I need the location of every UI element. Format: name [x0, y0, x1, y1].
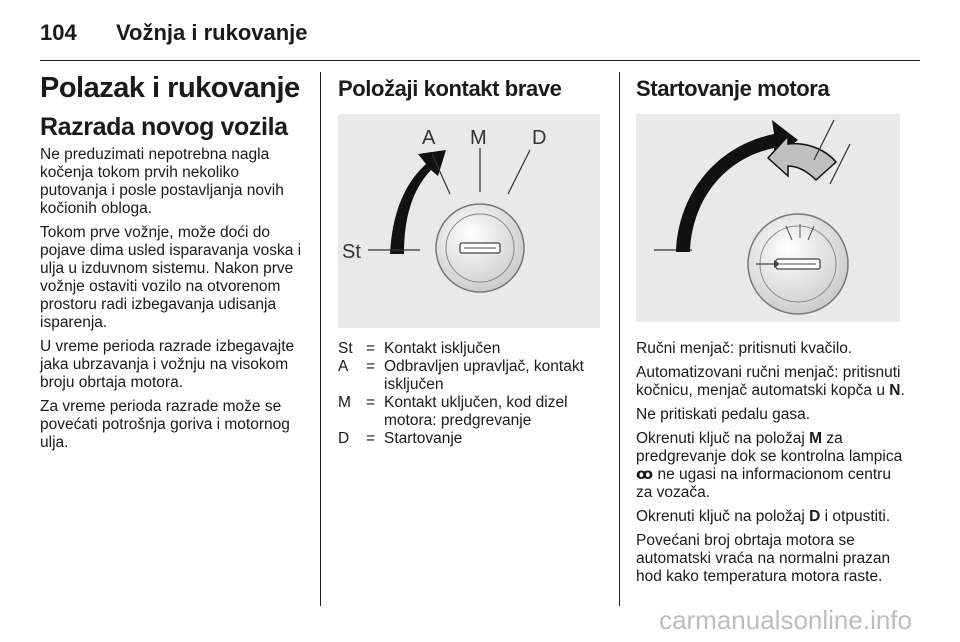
paragraph: Ne preduzimati nepotrebna nagla kočenja tokom prvih nekoliko putovanja i posle postavljanja novih kočionih obloga. [40, 146, 284, 217]
legend-row: M = Kontakt uključen, kod dizel motora: predgrevanje [338, 394, 568, 429]
subsection-title: Razrada novog vozila [40, 113, 288, 141]
chapter-title: Vožnja i rukovanje [116, 20, 308, 45]
paragraph: Automatizovani ručni menjač: pritisnuti kočnicu, menjač automatski kopča u N. [636, 364, 905, 399]
page-number: 104 [40, 20, 77, 45]
paragraph: Za vreme perioda razrade može se povećati potrošnja goriva i motornog ulja. [40, 398, 290, 451]
paragraph: Okrenuti ključ na položaj D i otpustiti. [636, 508, 891, 525]
paragraph: Ne pritiskati pedalu gasa. [636, 406, 811, 423]
glow-plug-icon: ꝏ [636, 466, 654, 483]
paragraph: Povećani broj obrtaja motora se automatski vraća na normalni prazan hod kako temperatura motora raste. [636, 532, 891, 585]
legend-row: A = Odbravljen upravljač, kontakt isključen [338, 358, 584, 393]
legend-row: St = Kontakt isključen [338, 340, 501, 357]
paragraph: Okrenuti ključ na položaj M za predgrevanje dok se kontrolna lampica ꝏ ne ugasi na informacionom centru za vozača. [636, 430, 903, 501]
column-divider-2 [619, 72, 620, 606]
paragraph: U vreme perioda razrade izbegavajte jaka ubrzavanja i vožnju na visokom broju obrtaja motora. [40, 338, 295, 391]
paragraph: Ručni menjač: pritisnuti kvačilo. [636, 340, 853, 357]
label-st: St [342, 241, 361, 263]
ignition-diagram [338, 114, 600, 328]
column-ignition-positions [338, 72, 600, 448]
page-header [40, 20, 308, 52]
legend-row: D = Startovanje [338, 430, 463, 447]
section-title: Položaji kontakt brave [338, 76, 562, 101]
section-title: Polazak i rukovanje [40, 72, 300, 104]
label-d: D [532, 127, 547, 149]
column-starting-engine [636, 72, 908, 592]
column-break-in [40, 72, 306, 458]
d-line [508, 150, 530, 194]
watermark: carmanualsonline.info [659, 605, 912, 635]
starting-diagram [636, 114, 900, 322]
legend [338, 340, 600, 448]
header-rule [40, 60, 920, 61]
paragraph: Tokom prve vožnje, može doći do pojave dima usled isparavanja voska i ulja u izduvnom sistemu. Nakon prve vožnje ostaviti vozilo na otvorenom prostoru radi izbegavanja udisanja isparenja. [40, 224, 302, 331]
column-divider-1 [320, 72, 321, 606]
label-m: M [470, 127, 487, 149]
label-a: A [422, 127, 436, 149]
section-title: Startovanje motora [636, 76, 830, 101]
